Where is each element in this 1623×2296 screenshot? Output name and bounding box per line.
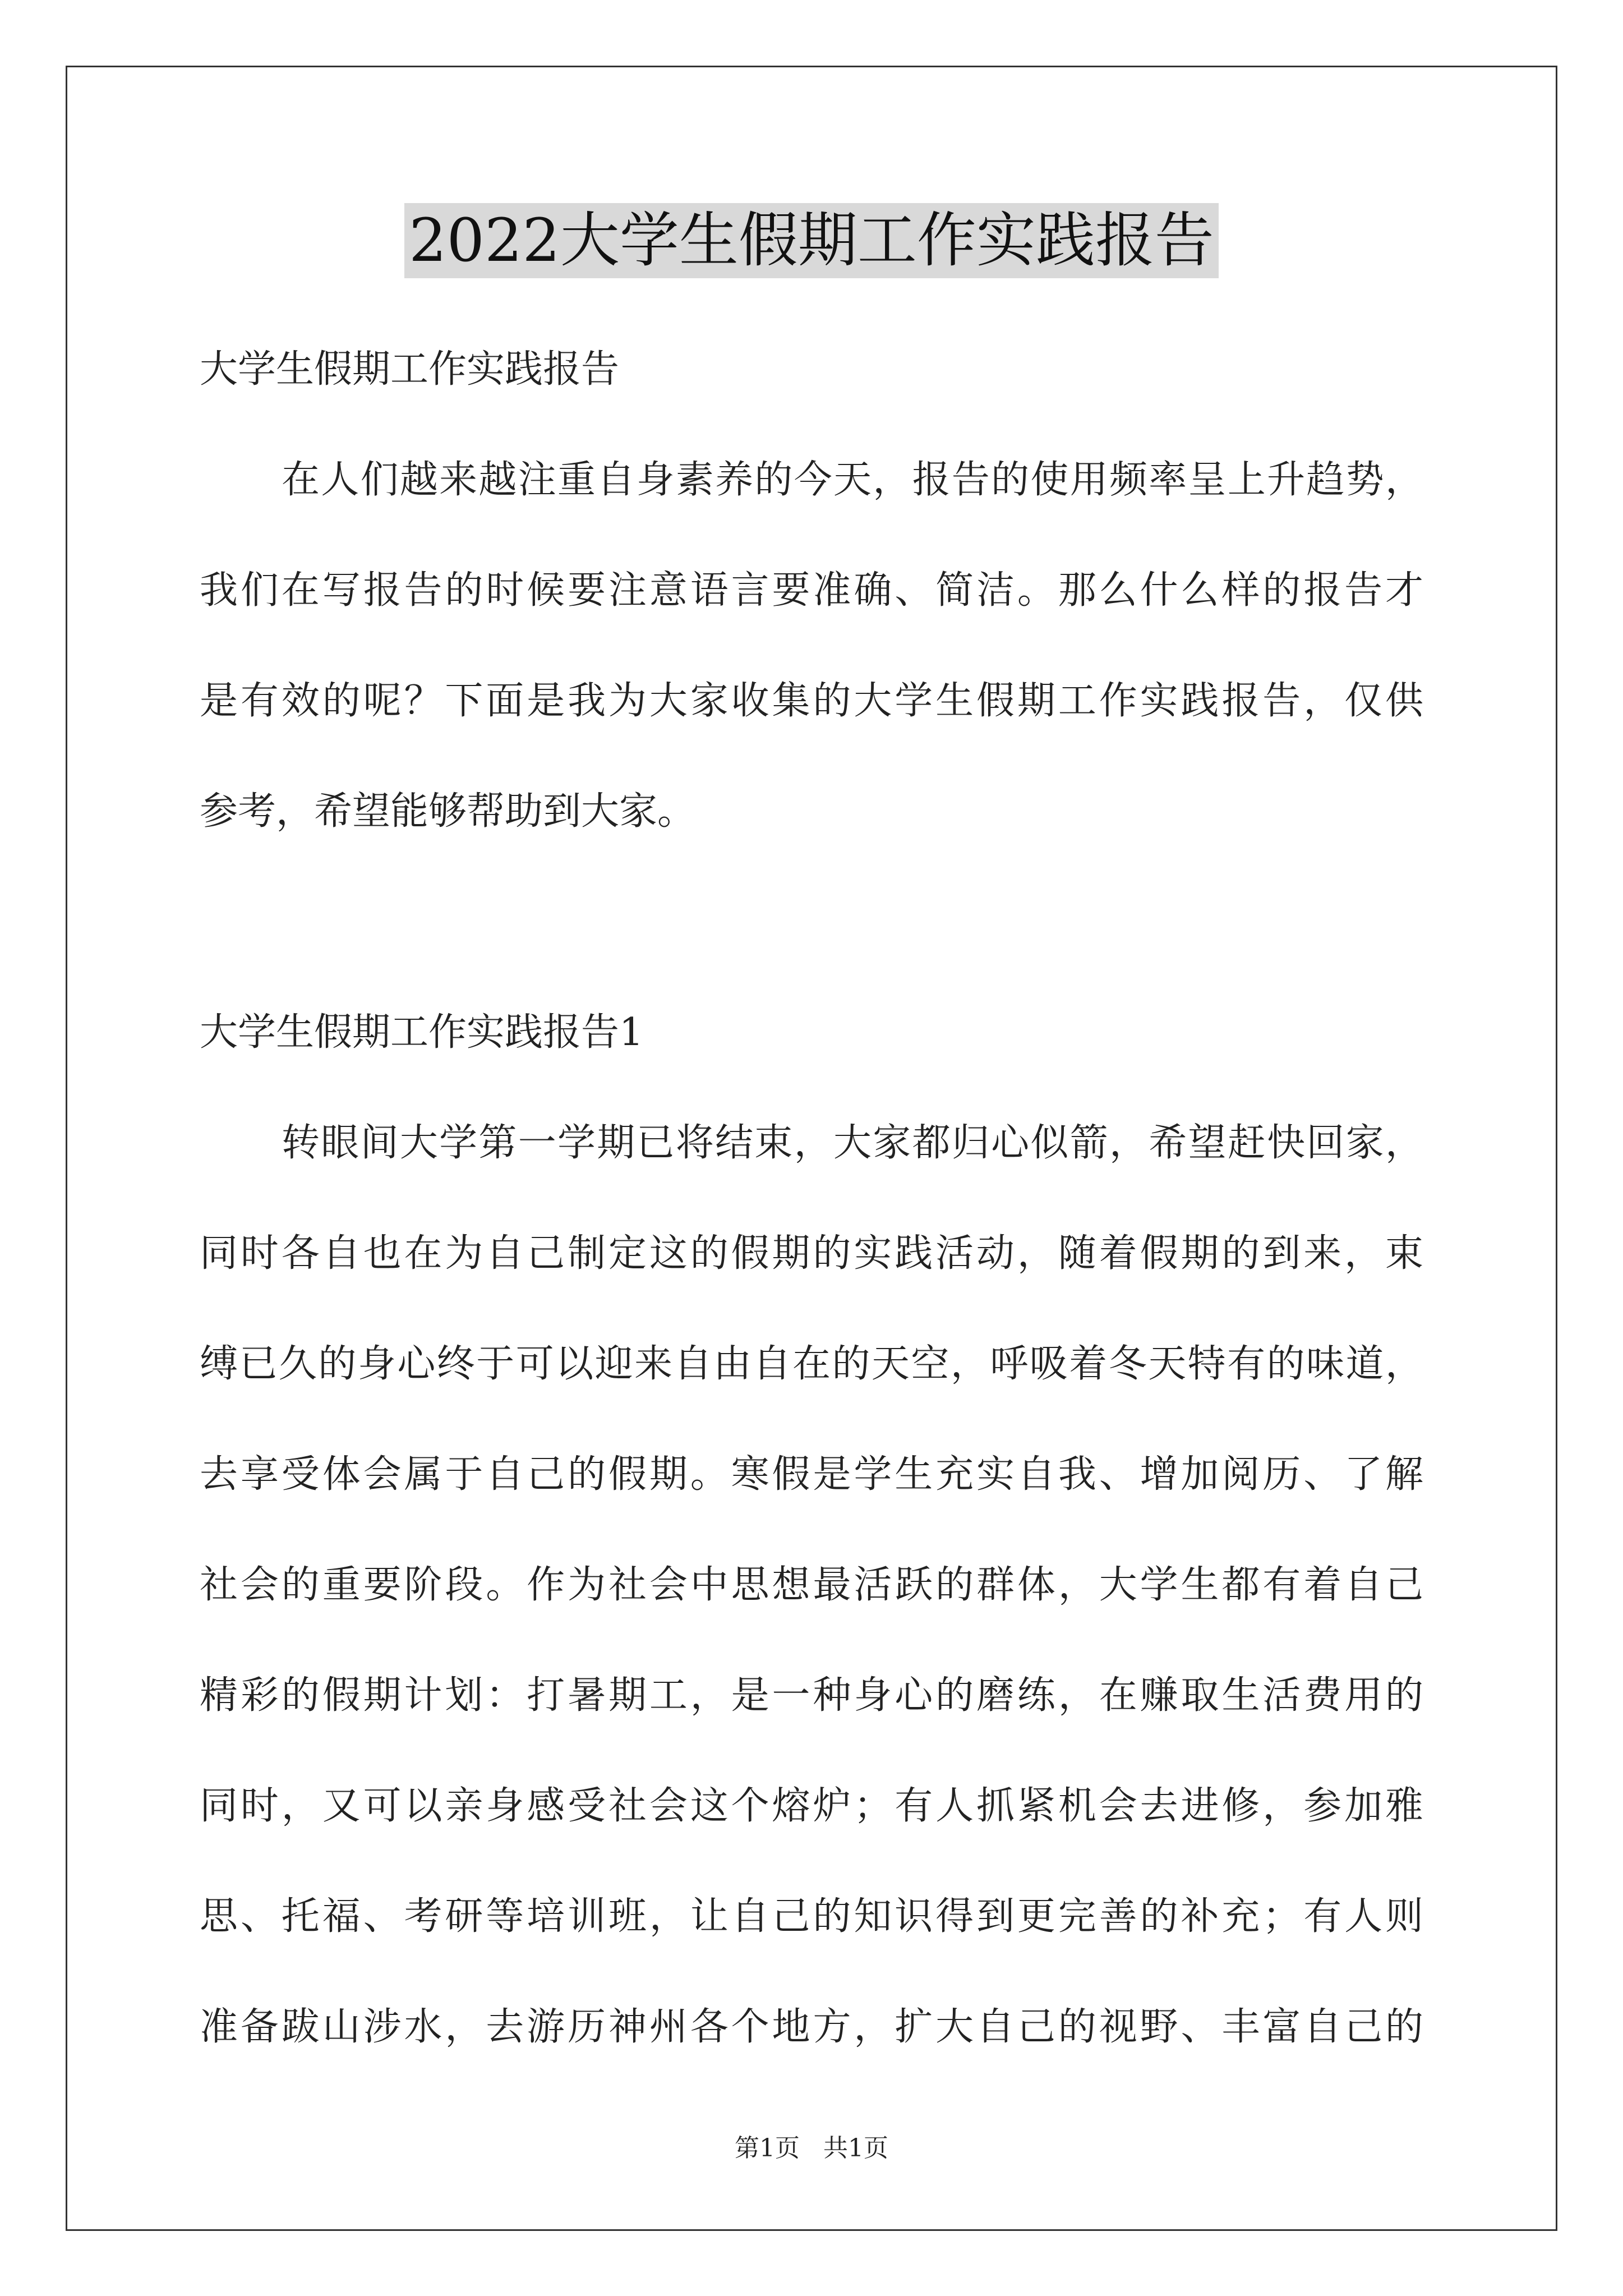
section-paragraph: [200, 1088, 1423, 2082]
paragraph-spacer: [200, 867, 1423, 977]
paragraph-line: 准备跋山涉水，去游历神州各个地方，扩大自己的视野、丰富自己的: [200, 2005, 1423, 2049]
document-title: 2022大学生假期工作实践报告: [404, 203, 1219, 278]
paragraph-line: 同时，又可以亲身感受社会这个熔炉；有人抓紧机会去进修，参加雅: [200, 1784, 1423, 1828]
paragraph-line: 在人们越来越注重自身素养的今天，报告的使用频率呈上升趋势，: [282, 458, 1423, 502]
section-heading: 大学生假期工作实践报告1: [200, 1010, 644, 1055]
paragraph-line: 我们在写报告的时候要注意语言要准确、简洁。那么什么样的报告才: [200, 568, 1423, 613]
paragraph-line: 转眼间大学第一学期已将结束，大家都归心似箭，希望赶快回家，: [282, 1121, 1423, 1165]
document-body: [200, 314, 1423, 2082]
paragraph-line: 思、托福、考研等培训班，让自己的知识得到更完善的补充；有人则: [200, 1894, 1423, 1939]
paragraph-line: 缚已久的身心终于可以迎来自由自在的天空，呼吸着冬天特有的味道，: [200, 1342, 1423, 1386]
document-subtitle: 大学生假期工作实践报告: [200, 347, 620, 392]
title-area: [0, 203, 1623, 278]
paragraph-line: 精彩的假期计划：打暑期工，是一种身心的磨练，在赚取生活费用的: [200, 1673, 1423, 1718]
paragraph-line: 参考，希望能够帮助到大家。: [200, 789, 696, 834]
paragraph-line: 是有效的呢？下面是我为大家收集的大学生假期工作实践报告，仅供: [200, 679, 1423, 723]
paragraph-line: 去享受体会属于自己的假期。寒假是学生充实自我、增加阅历、了解: [200, 1452, 1423, 1497]
paragraph-line: 社会的重要阶段。作为社会中思想最活跃的群体，大学生都有着自己: [200, 1563, 1423, 1607]
page-number-footer: 第1页 共1页: [735, 2134, 888, 2162]
paragraph-line: 同时各自也在为自己制定这的假期的实践活动，随着假期的到来，束: [200, 1231, 1423, 1276]
intro-paragraph: [200, 425, 1423, 867]
